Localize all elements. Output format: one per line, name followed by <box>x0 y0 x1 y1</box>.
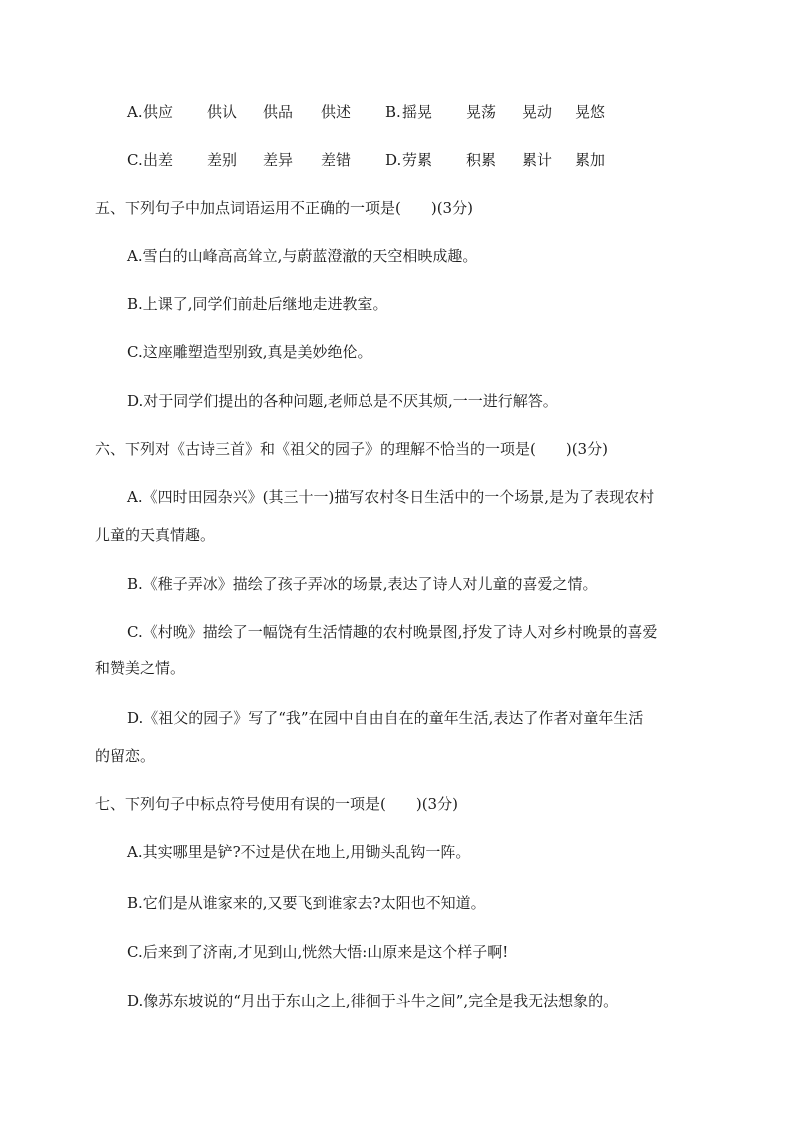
question-5-option-d: D.对于同学们提出的各种问题,老师总是不厌其烦,一一进行解答。 <box>127 392 558 410</box>
q4-options-row-2 <box>0 150 794 170</box>
question-5-option-a: A.雪白的山峰高高耸立,与蔚蓝澄澈的天空相映成趣。 <box>127 247 478 265</box>
option-word: 劳累 <box>402 151 433 169</box>
option-word: 差错 <box>321 151 352 169</box>
option-word: 差别 <box>207 151 238 169</box>
question-5-option-c: C.这座雕塑造型别致,真是美妙绝伦。 <box>127 343 373 361</box>
question-6-option-d-line-1: D.《祖父的园子》写了“我”在园中自由自在的童年生活,表达了作者对童年生活 <box>127 709 644 727</box>
option-label-d: D. <box>385 151 402 169</box>
question-7-stem: 七、下列句子中标点符号使用有误的一项是( )(3分) <box>95 795 458 813</box>
option-word: 晃动 <box>522 103 553 121</box>
question-5-stem: 五、下列句子中加点词语运用不正确的一项是( )(3分) <box>95 199 473 217</box>
question-6-stem: 六、下列对《古诗三首》和《祖父的园子》的理解不恰当的一项是( )(3分) <box>95 440 608 458</box>
question-7-option-c: C.后来到了济南,才见到山,恍然大悟:山原来是这个样子啊! <box>127 943 509 961</box>
question-6-option-c-line-1: C.《村晚》描绘了一幅饶有生活情趣的农村晚景图,抒发了诗人对乡村晚景的喜爱 <box>127 623 658 641</box>
question-6-option-a-line-1: A.《四时田园杂兴》(其三十一)描写农村冬日生活中的一个场景,是为了表现农村 <box>127 488 655 506</box>
option-word: 供品 <box>263 103 294 121</box>
option-word: 累加 <box>575 151 606 169</box>
question-6-option-c-line-2: 和赞美之情。 <box>95 659 186 677</box>
option-label-a: A. <box>127 103 143 121</box>
question-6-option-b: B.《稚子弄冰》描绘了孩子弄冰的场景,表达了诗人对儿童的喜爱之情。 <box>127 575 598 593</box>
question-6-option-d-line-2: 的留恋。 <box>95 747 156 765</box>
option-label-c: C. <box>127 151 143 169</box>
option-word: 差异 <box>263 151 294 169</box>
option-word: 累计 <box>522 151 553 169</box>
question-7-option-a: A.其实哪里是铲?不过是伏在地上,用锄头乱钩一阵。 <box>127 843 471 861</box>
option-word: 供应 <box>143 103 174 121</box>
question-7-option-d: D.像苏东坡说的“月出于东山之上,徘徊于斗牛之间”,完全是我无法想象的。 <box>127 992 619 1010</box>
option-word: 供述 <box>321 103 352 121</box>
option-word: 积累 <box>466 151 497 169</box>
option-word: 晃荡 <box>466 103 497 121</box>
option-word: 供认 <box>207 103 238 121</box>
option-word: 摇晃 <box>402 103 433 121</box>
option-label-b: B. <box>385 103 401 121</box>
option-word: 晃悠 <box>575 103 606 121</box>
question-7-option-b: B.它们是从谁家来的,又要飞到谁家去?太阳也不知道。 <box>127 894 486 912</box>
option-word: 出差 <box>143 151 174 169</box>
question-6-option-a-line-2: 儿童的天真情趣。 <box>95 526 216 544</box>
q4-options-row-1 <box>0 102 794 122</box>
question-5-option-b: B.上课了,同学们前赴后继地走进教室。 <box>127 295 388 313</box>
